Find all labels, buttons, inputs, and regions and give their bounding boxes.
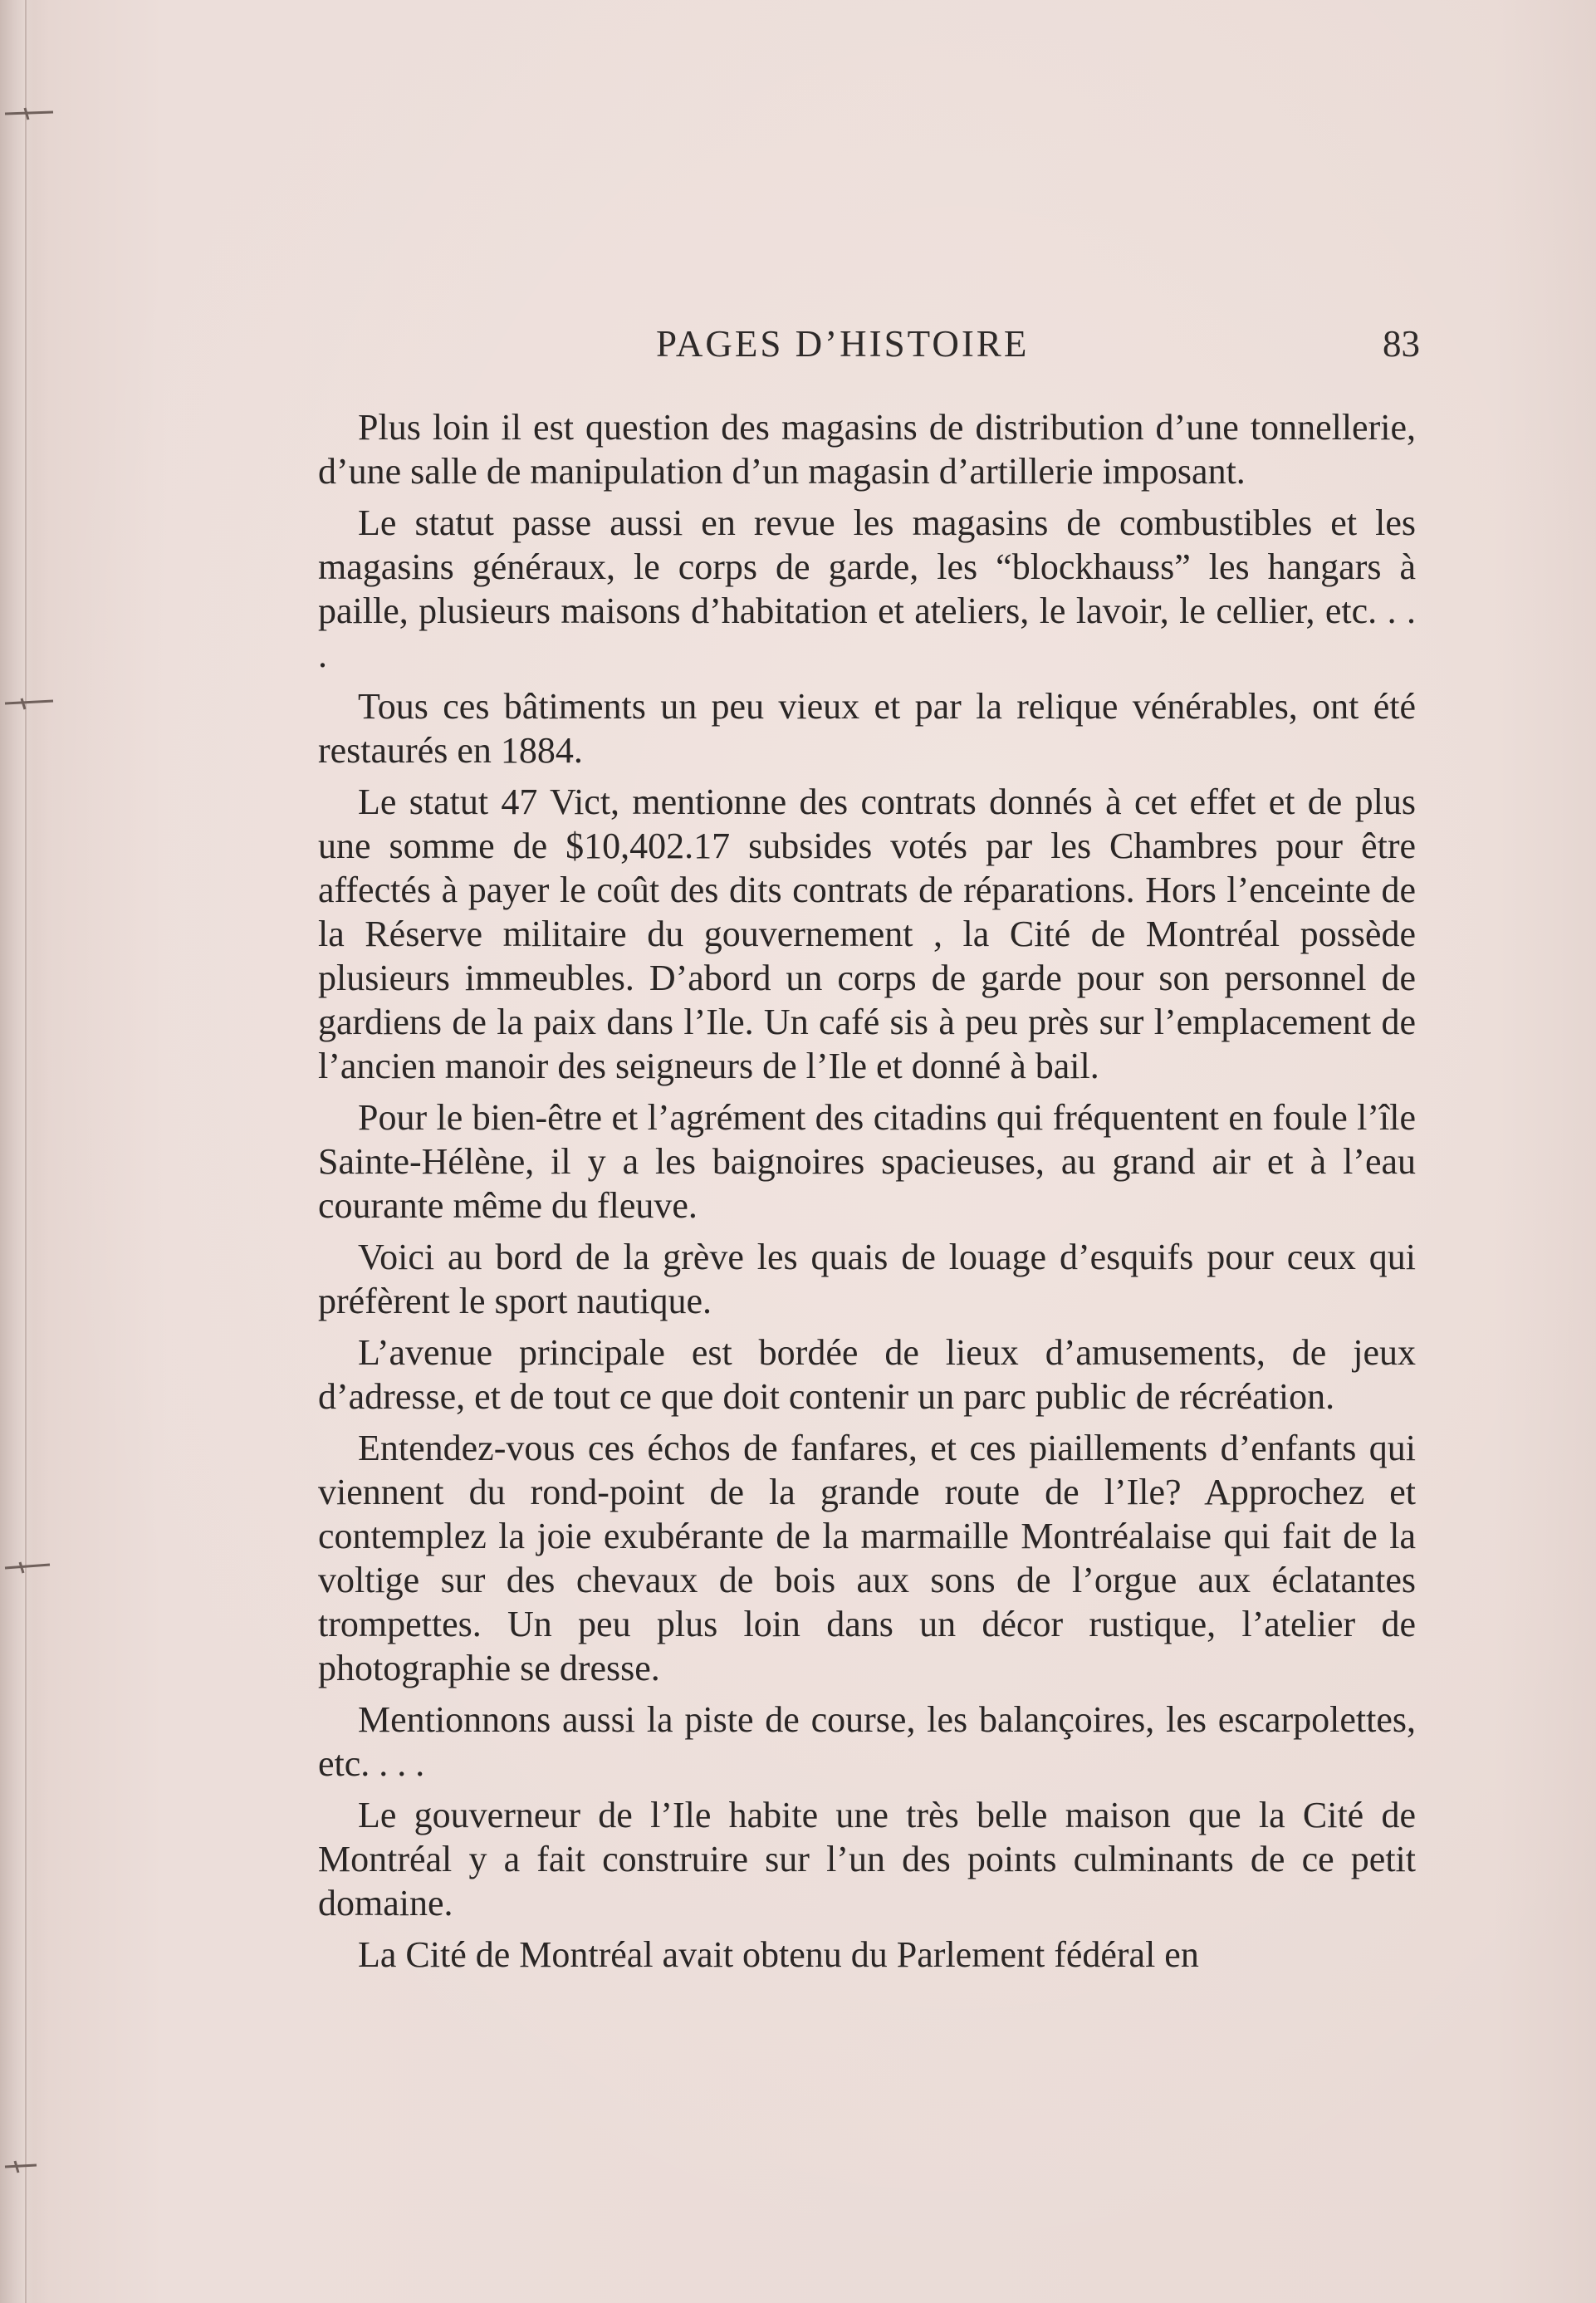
running-head-title: PAGES D’HISTOIRE: [656, 323, 1030, 365]
paragraph: Entendez-vous ces échos de fanfares, et ces piaillements d’enfants qui viennent du rond-point de la grande route de l’Ile? Approchez et contemplez la joie exubérante de la marmaille Montréalaise qui fait de la voltige sur des chevaux de bois aux sons de l’orgue aux éclatantes trompettes. Un peu plus loin dans un décor rustique, l’atelier de photographie se dresse.: [318, 1428, 1416, 1688]
paragraph: L’avenue principale est bordée de lieux d’amusements, de jeux d’adresse, et de tout ce que doit contenir un parc public de récréation.: [318, 1332, 1416, 1417]
binding-stitch-icon: [3, 106, 56, 121]
paragraph: La Cité de Montréal avait obtenu du Parlement fédéral en: [358, 1934, 1199, 1975]
page-number: 83: [1383, 323, 1420, 365]
paragraph: Tous ces bâtiments un peu vieux et par la relique vénérables, ont été restaurés en 1884.: [318, 686, 1416, 771]
paragraph: Le gouverneur de l’Ile habite une très belle maison que la Cité de Montréal y a fait construire sur l’un des points culminants de ce petit domaine.: [318, 1795, 1416, 1923]
paragraph: Mentionnons aussi la piste de course, les balançoires, les escarpolettes, etc. . . .: [318, 1699, 1416, 1784]
binding-crease: [25, 0, 27, 2303]
paragraph: Le statut 47 Vict, mentionne des contrats donnés à cet effet et de plus une somme de $10,402.17 subsides votés par les Chambres pour être affectés à payer le coût des dits contrats de réparations. Hors l’enceinte de la Réserve militaire du gouvernement , la Cité de Montréal possède plusieurs immeubles. D’abord un corps de garde pour son personnel de gardiens de la paix dans l’Ile. Un café sis à peu près sur l’emplacement de l’ancien manoir des seigneurs de l’Ile et donné à bail.: [318, 782, 1416, 1086]
paragraph: Plus loin il est question des magasins de distribution d’une tonnellerie, d’une salle de manipulation d’un magasin d’artillerie imposant.: [318, 407, 1416, 492]
binding-stitch-icon: [3, 696, 56, 711]
body-text: [318, 405, 1416, 1984]
binding-stitch-icon: [3, 1560, 56, 1575]
paragraph: Le statut passe aussi en revue les magasins de combustibles et les magasins généraux, le corps de garde, les “blockhauss” les hangars à paille, plusieurs maisons d’habitation et ateliers, le lavoir, le cellier, etc. . . .: [318, 502, 1416, 675]
binding-stitch-icon: [3, 2159, 56, 2174]
running-head: [656, 322, 1420, 372]
paragraph: Voici au bord de la grève les quais de louage d’esquifs pour ceux qui préfèrent le sport nautique.: [318, 1237, 1416, 1321]
page-binding: [0, 0, 35, 2303]
paragraph: Pour le bien-être et l’agrément des citadins qui fréquentent en foule l’île Sainte-Hélène, il y a les baignoires spacieuses, au grand air et à l’eau courante même du fleuve.: [318, 1097, 1416, 1226]
